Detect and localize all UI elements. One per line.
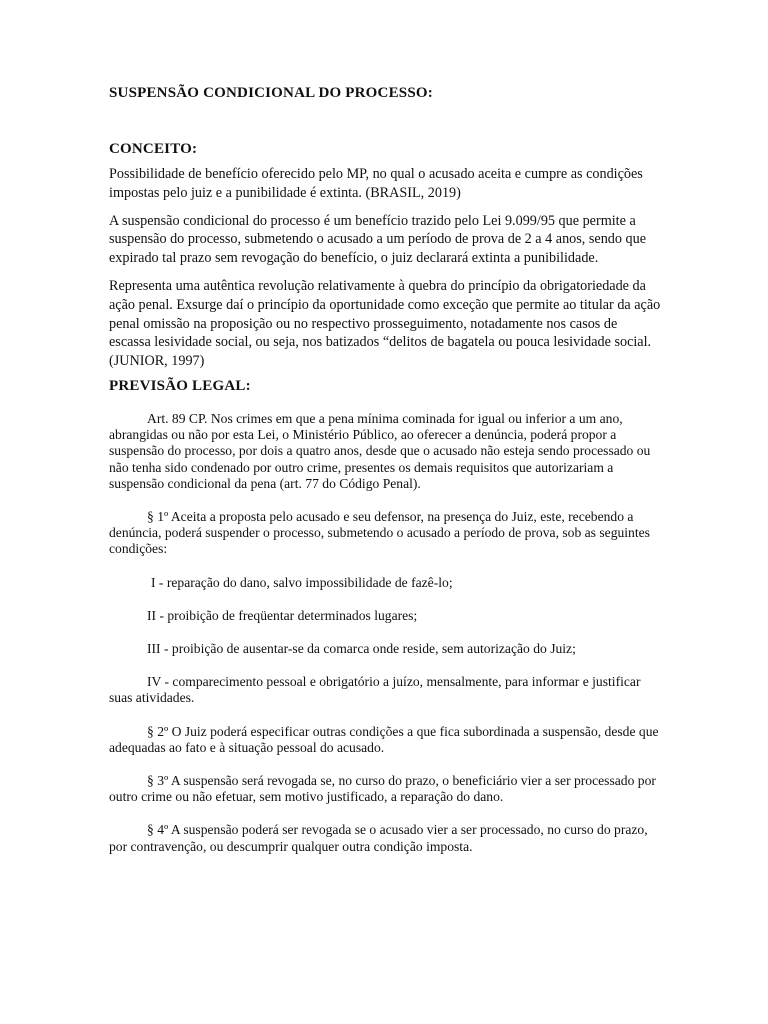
condition-item-4: IV - comparecimento pessoal e obrigatório a juízo, mensalmente, para informar e justificar suas atividades.	[109, 674, 641, 706]
paragraph-3: § 3º A suspensão será revogada se, no curso do prazo, o beneficiário vier a ser processado por outro crime ou não efetuar, sem motivo justificado, a reparação do dano.	[109, 773, 656, 805]
concept-paragraph-2: A suspensão condicional do processo é um benefício trazido pelo Lei 9.099/95 que permite a suspensão do processo, submetendo o acusado a um período de prova de 2 a 4 anos, sendo que expirado tal prazo sem revogação do benefício, o juiz declarará extinta a punibilidade.	[109, 212, 647, 267]
legal-heading: PREVISÃO LEGAL:	[109, 377, 251, 394]
condition-item-2: II - proibição de freqüentar determinados lugares;	[147, 607, 418, 623]
concept-paragraph-1: Possibilidade de benefício oferecido pelo MP, no qual o acusado aceita e cumpre as condições impostas pelo juiz e a punibilidade é extinta. (BRASIL, 2019)	[109, 166, 643, 201]
concept-heading: CONCEITO:	[109, 141, 198, 157]
condition-item-3: III - proibição de ausentar-se da comarca onde reside, sem autorização do Juiz;	[147, 641, 576, 656]
condition-item-1: I - reparação do dano, salvo impossibilidade de fazê-lo;	[151, 574, 453, 590]
document-title: SUSPENSÃO CONDICIONAL DO PROCESSO:	[109, 85, 433, 101]
concept-paragraph-3: Representa uma autêntica revolução relativamente à quebra do princípio da obrigatoriedade da ação penal. Exsurge daí o princípio da oportunidade como exceção que permite ao titular da ação penal omissão na proposição ou no respectivo prosseguimento, notadamente nos casos de escassa lesividade social, ou seja, nos batizados “delitos de bagatela ou pouca lesividade social. (JUNIOR, 1997)	[109, 277, 661, 370]
document-page	[109, 84, 661, 872]
paragraph-1: § 1º Aceita a proposta pelo acusado e seu defensor, na presença do Juiz, este, recebendo a denúncia, poderá suspender o processo, submetendo o acusado a período de prova, sob as seguintes condições:	[109, 508, 650, 557]
article-89: Art. 89 CP. Nos crimes em que a pena mínima cominada for igual ou inferior a um ano, abrangidas ou não por esta Lei, o Ministério Público, ao oferecer a denúncia, poderá propor a suspensão do processo, por dois a quatro anos, desde que o acusado não esteja sendo processado ou não tenha sido condenado por outro crime, presentes os demais requisitos que autorizariam a suspensão condicional da pena (art. 77 do Código Penal).	[109, 410, 651, 491]
paragraph-2: § 2º O Juiz poderá especificar outras condições a que fica subordinada a suspensão, desde que adequadas ao fato e à situação pessoal do acusado.	[109, 723, 659, 755]
law-text	[109, 411, 661, 855]
paragraph-4: § 4º A suspensão poderá ser revogada se o acusado vier a ser processado, no curso do prazo, por contravenção, ou descumprir qualquer outra condição imposta.	[109, 822, 648, 854]
